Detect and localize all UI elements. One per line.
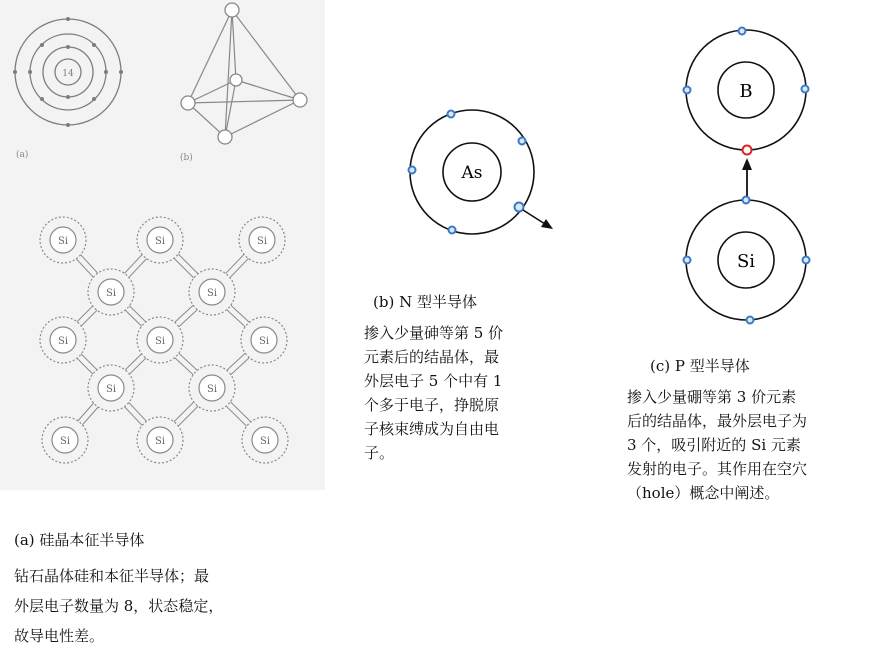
electron-transfer-arrow-head [742,158,752,170]
caption-b-line: 外层电子 5 个中有 1 [364,372,503,390]
lattice-atom-label: Si [57,336,69,347]
caption-c-line: 掺入少量硼等第 3 价元素 [627,388,797,406]
lattice-atom-label: Si [57,236,69,247]
figure-b-small-label: (b) [180,153,193,163]
atom-core-label: 14 [62,69,74,79]
lattice-atom-label: Si [154,436,166,447]
caption-c-body [627,385,807,505]
caption-b-line: 元素后的结晶体，最 [364,348,500,366]
n-type-atom-diagram [395,100,565,250]
caption-c-line: （hole）概念中阐述。 [627,484,780,502]
caption-b-line: 掺入少量砷等第 5 价 [364,324,504,342]
caption-b-line: 子。 [364,444,395,462]
lattice-atom-label: Si [258,336,270,347]
caption-b-line: 个多于电子，挣脱原 [364,396,500,414]
lattice-atom-label: Si [105,288,117,299]
silicon-crystal-diagram [0,0,325,490]
figure-a-small-label: (a) [16,150,29,160]
electron-dot [684,87,691,94]
lattice-atom-label: Si [105,384,117,395]
tetrahedron-atoms [181,3,307,144]
lattice-atom-label: Si [154,236,166,247]
caption-c-title: (c) P 型半导体 [650,357,750,375]
silicon-lattice [40,217,288,463]
lattice-atom-label: Si [259,436,271,447]
free-electron-dot [515,203,524,212]
electron-dot [802,86,809,93]
electron-dot [747,317,754,324]
caption-a-line: 外层电子数量为 8，状态稳定， [14,597,224,615]
b-atom-label: B [739,81,753,102]
electron-dot [448,111,455,118]
electron-dot [409,167,416,174]
caption-b-line: 子核束缚成为自由电 [364,420,500,438]
electron-dot [684,257,691,264]
intrinsic-semiconductor-figure [0,0,325,490]
electron-dot [803,257,810,264]
electron-dot [449,227,456,234]
electron-dot [743,197,750,204]
as-atom-label: As [461,163,483,183]
si-atom-label: Si [736,251,756,272]
p-type-atom-diagram [670,15,830,335]
lattice-atom-label: Si [206,384,218,395]
caption-a-line: 故导电性差。 [14,627,105,645]
caption-c-line: 发射的电子。其作用在空穴 [627,460,808,478]
caption-a-title: (a) 硅晶本征半导体 [14,531,145,549]
caption-b-body [364,321,503,465]
electron-dot [519,138,526,145]
tetrahedron-model [188,10,300,137]
free-electron-arrow-head [541,219,553,229]
lattice-atom-label: Si [256,236,268,247]
electron-dot [739,28,746,35]
caption-c-line: 3 个，吸引附近的 Si 元素 [627,436,801,454]
lattice-atom-label: Si [59,436,71,447]
caption-a-body [14,561,223,651]
lattice-atom-label: Si [154,336,166,347]
caption-a-line: 钻石晶体硅和本征半导体；最 [14,567,210,585]
lattice-atom-label: Si [206,288,218,299]
hole-marker [743,146,752,155]
caption-b-title: (b) N 型半导体 [373,293,477,311]
caption-c-line: 后的结晶体，最外层电子为 [627,412,808,430]
free-electron-arrow-shaft [523,210,545,224]
